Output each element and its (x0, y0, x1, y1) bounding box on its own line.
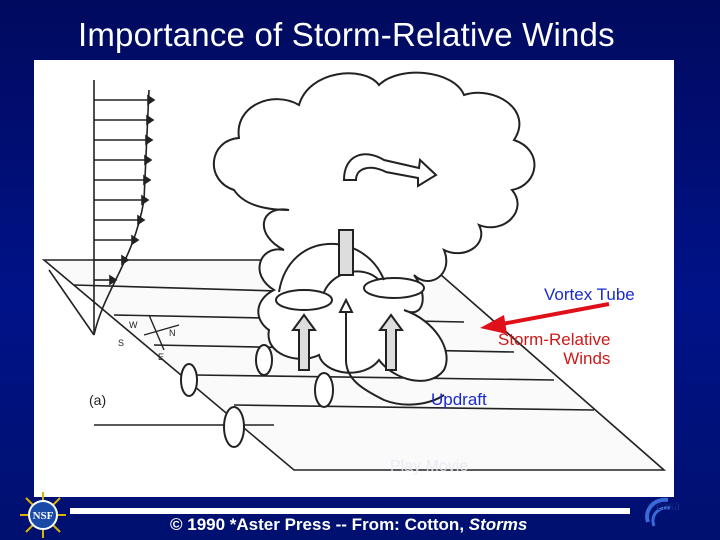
compass-w: W (129, 320, 138, 330)
copyright-text (170, 515, 527, 535)
nsf-logo-icon (18, 490, 68, 540)
panel-label: (a) (89, 392, 107, 408)
storm-diagram (34, 60, 674, 497)
compass-n: N (169, 328, 176, 338)
storm-relative-label-line2: Winds (563, 349, 611, 368)
copyright-italic: Storms (468, 515, 528, 534)
compass-e: E (158, 352, 165, 362)
casa-logo-text: casa (656, 499, 681, 514)
nsf-logo-text: NSF (32, 510, 54, 522)
copyright-prefix: © 1990 *Aster Press -- From: Cotton, (170, 515, 469, 534)
updraft-label: Updraft (431, 390, 487, 409)
play-movie-link[interactable]: Play Movie (390, 458, 469, 475)
vortex-tube-label: Vortex Tube (544, 285, 635, 304)
casa-logo-icon (640, 492, 700, 536)
slide-title: Importance of Storm-Relative Winds (78, 16, 615, 53)
storm-relative-winds-label (498, 330, 610, 368)
storm-relative-label-line1: Storm-Relative (498, 330, 611, 349)
footer-divider (70, 508, 630, 514)
compass-s: S (118, 338, 125, 348)
